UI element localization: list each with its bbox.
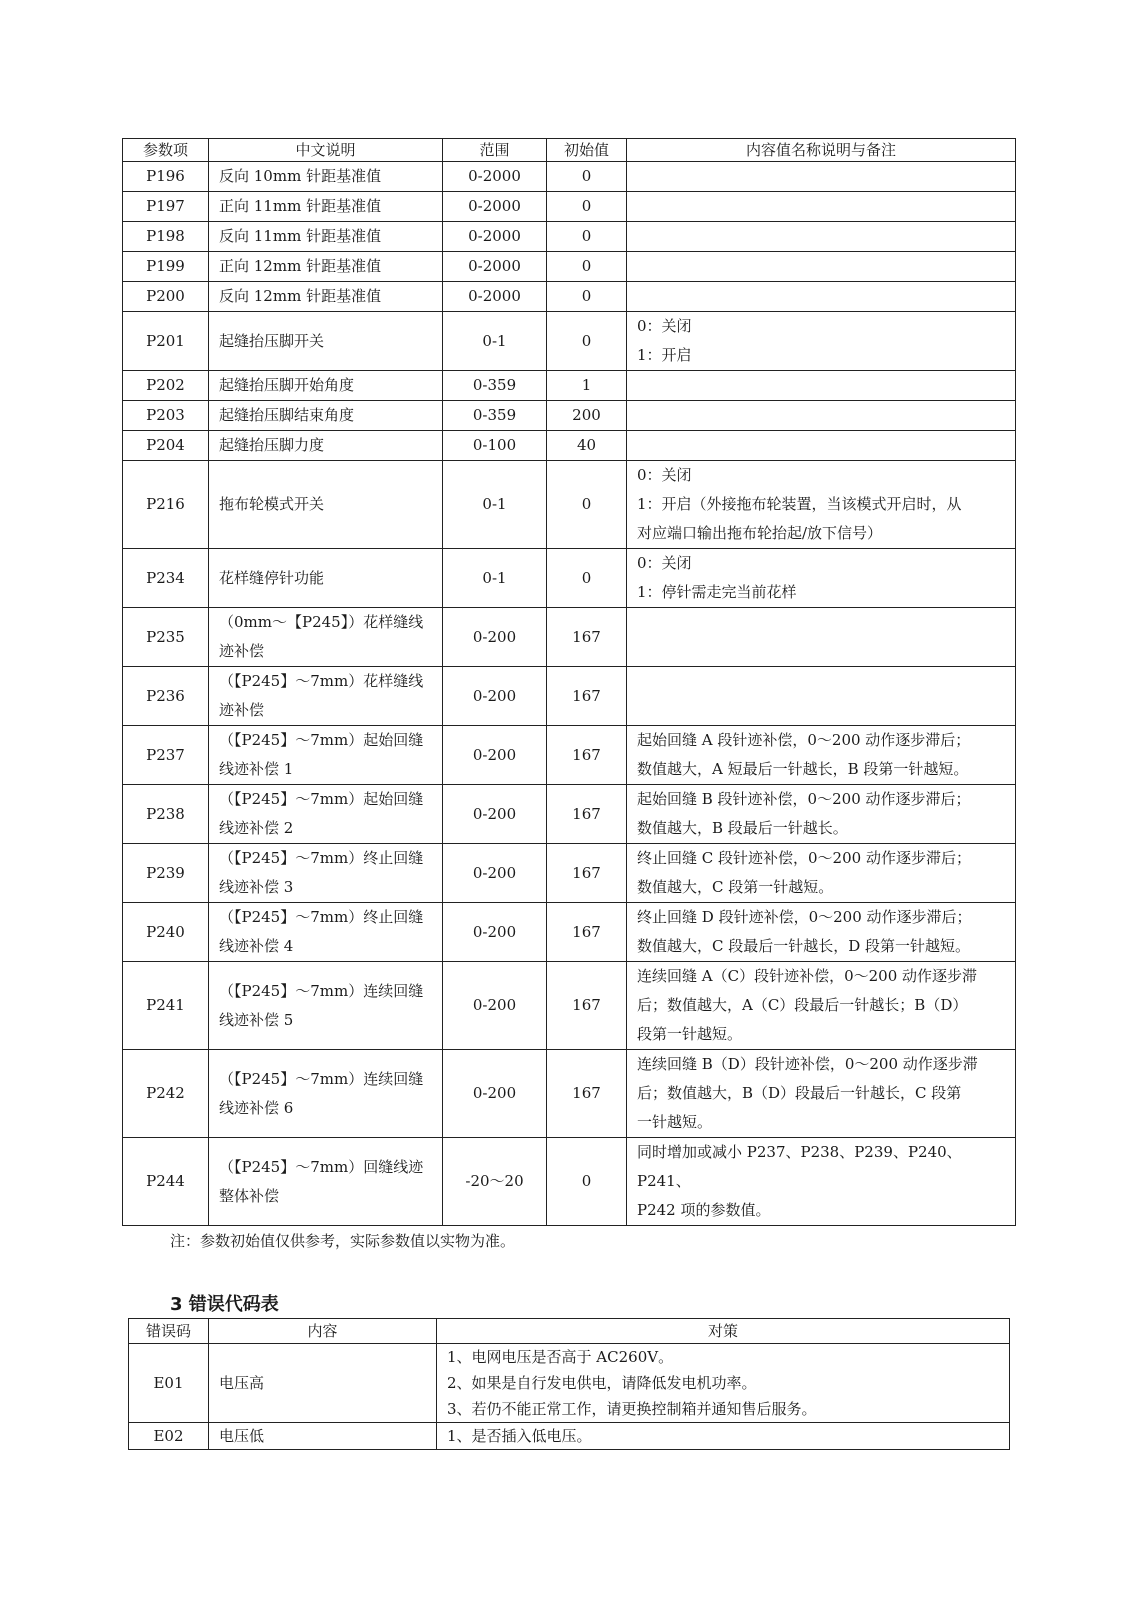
table-row [123, 962, 1016, 1050]
table-row [123, 549, 1016, 608]
param-remarks [627, 401, 1016, 431]
table-row [123, 401, 1016, 431]
param-description-line: 迹补偿 [219, 642, 265, 660]
param-remarks [627, 162, 1016, 192]
param-initial-value [547, 785, 627, 844]
param-remarks-line: 终止回缝 C 段针迹补偿，0～200 动作逐步滞后； [637, 849, 971, 867]
section-heading: 3 错误代码表 [170, 1294, 279, 1315]
param-range [443, 252, 547, 282]
param-range-line: 0-2000 [468, 167, 521, 185]
parameter-table [122, 138, 1016, 1226]
table-row [123, 312, 1016, 371]
param-initial-value [547, 371, 627, 401]
header-range: 范围 [443, 139, 547, 162]
param-range [443, 1050, 547, 1138]
param-id-line: P216 [146, 495, 185, 513]
param-range [443, 431, 547, 461]
param-remarks [627, 282, 1016, 312]
error-code [129, 1344, 209, 1423]
param-initial-value-line: 0 [581, 197, 592, 215]
param-remarks-line: 0：关闭 [637, 554, 692, 572]
param-remarks [627, 222, 1016, 252]
param-range-line: -20～20 [465, 1172, 524, 1190]
param-description [209, 726, 443, 785]
table-row [123, 461, 1016, 549]
param-initial-value-line: 0 [581, 257, 592, 275]
param-description-line: 花样缝停针功能 [219, 568, 325, 587]
param-initial-value-line: 0 [581, 495, 592, 513]
param-remarks-line: 对应端口输出拖布轮抬起/放下信号） [637, 524, 883, 542]
param-description [209, 962, 443, 1050]
param-initial-value-line: 0 [581, 1172, 592, 1190]
error-code-table [128, 1318, 1010, 1450]
param-description [209, 1050, 443, 1138]
param-description-line: 线迹补偿 4 [219, 937, 294, 955]
error-table-header [129, 1319, 1010, 1344]
param-range [443, 667, 547, 726]
param-initial-value [547, 312, 627, 371]
param-remarks-line: 后；数值越大，B（D）段最后一针越长，C 段第 [637, 1084, 962, 1102]
header-initial-value: 初始值 [547, 139, 627, 162]
param-id-line: P239 [146, 863, 185, 882]
param-range-line: 0-200 [472, 1084, 517, 1102]
error-content-line: 电压低 [219, 1427, 265, 1445]
param-remarks [627, 192, 1016, 222]
param-description-line: （【P245】～7mm）起始回缝 [219, 731, 424, 749]
param-description [209, 608, 443, 667]
param-range-line: 0-200 [472, 686, 517, 705]
param-range-line: 0-2000 [468, 227, 521, 245]
param-id [123, 252, 209, 282]
table-row [123, 1050, 1016, 1138]
param-id [123, 608, 209, 667]
param-remarks-line: 连续回缝 B（D）段针迹补偿，0～200 动作逐步滞 [637, 1055, 978, 1073]
param-description-line: 拖布轮模式开关 [219, 495, 325, 513]
param-initial-value [547, 431, 627, 461]
param-description-line: 反向 10mm 针距基准值 [219, 167, 382, 185]
param-id [123, 785, 209, 844]
param-remarks-line: 数值越大，B 段最后一针越长。 [637, 819, 848, 837]
param-description-line: （【P245】～7mm）终止回缝 [219, 908, 424, 926]
param-id-line: P241 [146, 996, 185, 1014]
param-description-line: 线迹补偿 2 [219, 819, 294, 837]
param-id [123, 192, 209, 222]
table-row [123, 844, 1016, 903]
param-remarks-line: 同时增加或减小 P237、P238、P239、P240、P241、 [637, 1143, 962, 1190]
error-content [209, 1423, 437, 1450]
param-id [123, 844, 209, 903]
table-footnote: 注：参数初始值仅供参考，实际参数值以实物为准。 [170, 1232, 516, 1250]
param-initial-value [547, 282, 627, 312]
param-range [443, 312, 547, 371]
error-countermeasure-line: 3、若仍不能正常工作，请更换控制箱并通知售后服务。 [447, 1400, 817, 1418]
header-error-code: 错误码 [129, 1319, 209, 1344]
param-initial-value-line: 0 [581, 167, 592, 185]
param-remarks-line: 0：关闭 [637, 466, 692, 484]
param-remarks-line: 数值越大，C 段第一针越短。 [637, 878, 834, 896]
param-initial-value-line: 0 [581, 227, 592, 245]
table-row [123, 1138, 1016, 1226]
table-row [123, 282, 1016, 312]
param-description-line: （0mm～【P245】）花样缝线 [219, 613, 424, 631]
param-description-line: 正向 11mm 针距基准值 [219, 197, 382, 215]
param-id-line: P204 [146, 436, 185, 454]
param-description-line: 起缝抬压脚结束角度 [219, 406, 355, 424]
table-row [123, 222, 1016, 252]
param-initial-value-line: 167 [572, 863, 601, 882]
param-id-line: P203 [146, 406, 185, 424]
param-id [123, 282, 209, 312]
param-initial-value [547, 192, 627, 222]
param-range [443, 222, 547, 252]
param-remarks-line: 起始回缝 A 段针迹补偿，0～200 动作逐步滞后； [637, 731, 971, 749]
parameter-table-body [123, 162, 1016, 1226]
param-description [209, 844, 443, 903]
param-remarks [627, 1050, 1016, 1138]
param-remarks-line: P242 项的参数值。 [637, 1201, 771, 1219]
param-id [123, 903, 209, 962]
param-range-line: 0-100 [472, 436, 517, 454]
param-initial-value [547, 903, 627, 962]
param-description-line: 起缝抬压脚开关 [219, 331, 325, 350]
param-id-line: P201 [146, 331, 185, 350]
param-range [443, 371, 547, 401]
param-id-line: P236 [146, 686, 185, 705]
param-range-line: 0-200 [472, 804, 517, 823]
param-initial-value-line: 1 [581, 376, 592, 394]
param-range [443, 549, 547, 608]
param-range [443, 844, 547, 903]
param-id [123, 549, 209, 608]
param-id [123, 312, 209, 371]
error-countermeasure-line: 1、电网电压是否高于 AC260V。 [447, 1348, 674, 1366]
param-remarks-line: 终止回缝 D 段针迹补偿，0～200 动作逐步滞后； [637, 908, 972, 926]
param-remarks-line: 0：关闭 [637, 317, 692, 335]
param-description [209, 785, 443, 844]
header-description: 中文说明 [209, 139, 443, 162]
param-id-line: P238 [146, 804, 185, 823]
param-remarks [627, 667, 1016, 726]
param-remarks-line: 数值越大，C 段最后一针越长，D 段第一针越短。 [637, 937, 971, 955]
error-countermeasure-line: 1、是否插入低电压。 [447, 1427, 592, 1445]
param-id-line: P202 [146, 376, 185, 394]
param-id [123, 461, 209, 549]
param-description-line: 反向 11mm 针距基准值 [219, 227, 382, 245]
param-description [209, 431, 443, 461]
param-remarks-line: 段第一针越短。 [637, 1025, 743, 1043]
param-initial-value [547, 608, 627, 667]
param-remarks [627, 549, 1016, 608]
param-range-line: 0-200 [472, 922, 517, 941]
param-initial-value [547, 401, 627, 431]
error-table-body [129, 1344, 1010, 1450]
param-description-line: （【P245】～7mm）回缝线迹 [219, 1157, 424, 1176]
param-initial-value-line: 40 [576, 436, 597, 454]
param-remarks-line: 1：开启 [637, 346, 692, 364]
param-initial-value [547, 962, 627, 1050]
param-description-line: （【P245】～7mm）连续回缝 [219, 981, 424, 1000]
param-id-line: P200 [146, 287, 185, 305]
param-range-line: 0-2000 [468, 257, 521, 275]
param-initial-value-line: 167 [572, 996, 601, 1014]
param-range [443, 1138, 547, 1226]
param-description-line: （【P245】～7mm）起始回缝 [219, 790, 424, 808]
param-description [209, 282, 443, 312]
param-initial-value [547, 1138, 627, 1226]
param-id [123, 726, 209, 785]
param-initial-value-line: 0 [581, 287, 592, 305]
table-row [129, 1423, 1010, 1450]
error-code [129, 1423, 209, 1450]
param-range-line: 0-359 [472, 406, 517, 424]
header-param: 参数项 [123, 139, 209, 162]
param-id-line: P234 [146, 568, 185, 587]
param-remarks [627, 962, 1016, 1050]
param-description-line: （【P245】～7mm）连续回缝 [219, 1069, 424, 1088]
param-description-line: 起缝抬压脚开始角度 [219, 376, 355, 394]
param-initial-value-line: 167 [572, 686, 601, 705]
header-countermeasure: 对策 [437, 1319, 1010, 1344]
param-range-line: 0-359 [472, 376, 517, 394]
param-initial-value-line: 0 [581, 568, 592, 587]
header-content: 内容 [209, 1319, 437, 1344]
param-description [209, 312, 443, 371]
param-range-line: 0-2000 [468, 287, 521, 305]
param-description [209, 371, 443, 401]
param-range [443, 461, 547, 549]
param-remarks-line: 起始回缝 B 段针迹补偿，0～200 动作逐步滞后； [637, 790, 971, 808]
param-description [209, 1138, 443, 1226]
param-initial-value [547, 726, 627, 785]
error-code-line: E01 [153, 1374, 184, 1392]
param-id [123, 1138, 209, 1226]
param-description [209, 222, 443, 252]
param-remarks [627, 252, 1016, 282]
parameter-table-header [123, 139, 1016, 162]
param-description [209, 549, 443, 608]
param-id-line: P237 [146, 745, 185, 764]
param-range-line: 0-1 [482, 331, 507, 350]
param-initial-value [547, 252, 627, 282]
param-range [443, 282, 547, 312]
param-id [123, 431, 209, 461]
error-countermeasure [437, 1423, 1010, 1450]
table-row [123, 192, 1016, 222]
param-range-line: 0-2000 [468, 197, 521, 215]
param-range-line: 0-200 [472, 745, 517, 764]
error-content [209, 1344, 437, 1423]
param-remarks [627, 726, 1016, 785]
param-remarks-line: 1：开启（外接拖布轮装置，当该模式开启时，从 [637, 495, 962, 513]
param-remarks [627, 785, 1016, 844]
table-row [123, 785, 1016, 844]
table-row [123, 431, 1016, 461]
param-description-line: 整体补偿 [219, 1186, 280, 1205]
param-description [209, 401, 443, 431]
param-description [209, 667, 443, 726]
table-row [123, 667, 1016, 726]
error-content-line: 电压高 [219, 1374, 265, 1392]
param-description-line: （【P245】～7mm）终止回缝 [219, 849, 424, 867]
param-id-line: P196 [146, 167, 185, 185]
param-range [443, 785, 547, 844]
param-range-line: 0-200 [472, 627, 517, 646]
param-range [443, 726, 547, 785]
param-range [443, 962, 547, 1050]
param-initial-value-line: 167 [572, 1084, 601, 1102]
param-initial-value [547, 1050, 627, 1138]
param-description-line: 正向 12mm 针距基准值 [219, 257, 382, 275]
param-id [123, 371, 209, 401]
param-description [209, 461, 443, 549]
param-initial-value [547, 667, 627, 726]
table-row [123, 371, 1016, 401]
param-initial-value-line: 167 [572, 627, 601, 646]
param-remarks-line: 后；数值越大，A（C）段最后一针越长；B（D） [637, 996, 968, 1014]
param-remarks-line: 数值越大，A 短最后一针越长，B 段第一针越短。 [637, 760, 969, 778]
param-remarks [627, 903, 1016, 962]
param-remarks-line: 1：停针需走完当前花样 [637, 583, 797, 601]
param-initial-value [547, 549, 627, 608]
param-remarks [627, 312, 1016, 371]
param-range [443, 401, 547, 431]
error-countermeasure-line: 2、如果是自行发电供电，请降低发电机功率。 [447, 1374, 757, 1392]
table-row [129, 1344, 1010, 1423]
param-id [123, 962, 209, 1050]
param-initial-value-line: 0 [581, 331, 592, 350]
table-row [123, 903, 1016, 962]
param-id-line: P197 [146, 197, 185, 215]
param-initial-value [547, 222, 627, 252]
param-initial-value [547, 844, 627, 903]
param-description [209, 252, 443, 282]
param-id-line: P242 [146, 1084, 185, 1102]
param-range [443, 192, 547, 222]
param-range [443, 903, 547, 962]
param-initial-value [547, 461, 627, 549]
param-remarks-line: 连续回缝 A（C）段针迹补偿，0～200 动作逐步滞 [637, 967, 978, 985]
param-remarks [627, 461, 1016, 549]
header-remarks: 内容值名称说明与备注 [627, 139, 1016, 162]
param-id [123, 222, 209, 252]
param-range-line: 0-1 [482, 568, 507, 587]
param-id-line: P199 [146, 257, 185, 275]
param-range [443, 608, 547, 667]
param-description-line: （【P245】～7mm）花样缝线 [219, 672, 424, 690]
param-initial-value [547, 162, 627, 192]
param-remarks [627, 608, 1016, 667]
param-range [443, 162, 547, 192]
error-code-line: E02 [153, 1427, 184, 1445]
param-id-line: P240 [146, 922, 185, 941]
param-remarks [627, 1138, 1016, 1226]
table-row [123, 608, 1016, 667]
param-initial-value-line: 167 [572, 922, 601, 941]
param-initial-value-line: 167 [572, 745, 601, 764]
param-remarks [627, 371, 1016, 401]
param-id [123, 667, 209, 726]
param-remarks [627, 844, 1016, 903]
param-description-line: 迹补偿 [219, 701, 265, 719]
table-row [123, 252, 1016, 282]
param-id-line: P198 [146, 227, 185, 245]
param-description [209, 192, 443, 222]
param-id [123, 401, 209, 431]
param-range-line: 0-200 [472, 996, 517, 1014]
param-range-line: 0-1 [482, 495, 507, 513]
table-row [123, 162, 1016, 192]
param-description-line: 反向 12mm 针距基准值 [219, 287, 382, 305]
param-description-line: 线迹补偿 3 [219, 878, 294, 896]
param-description-line: 线迹补偿 5 [219, 1010, 294, 1029]
param-initial-value-line: 167 [572, 804, 601, 823]
table-row [123, 726, 1016, 785]
param-remarks-line: 一针越短。 [637, 1113, 713, 1131]
param-id [123, 162, 209, 192]
param-id-line: P244 [146, 1172, 185, 1190]
param-initial-value-line: 200 [572, 406, 601, 424]
param-description-line: 起缝抬压脚力度 [219, 436, 325, 454]
param-id-line: P235 [146, 627, 185, 646]
param-description [209, 162, 443, 192]
param-remarks [627, 431, 1016, 461]
error-countermeasure [437, 1344, 1010, 1423]
param-description-line: 线迹补偿 1 [219, 760, 294, 778]
param-range-line: 0-200 [472, 863, 517, 882]
param-id [123, 1050, 209, 1138]
param-description [209, 903, 443, 962]
param-description-line: 线迹补偿 6 [219, 1098, 294, 1117]
